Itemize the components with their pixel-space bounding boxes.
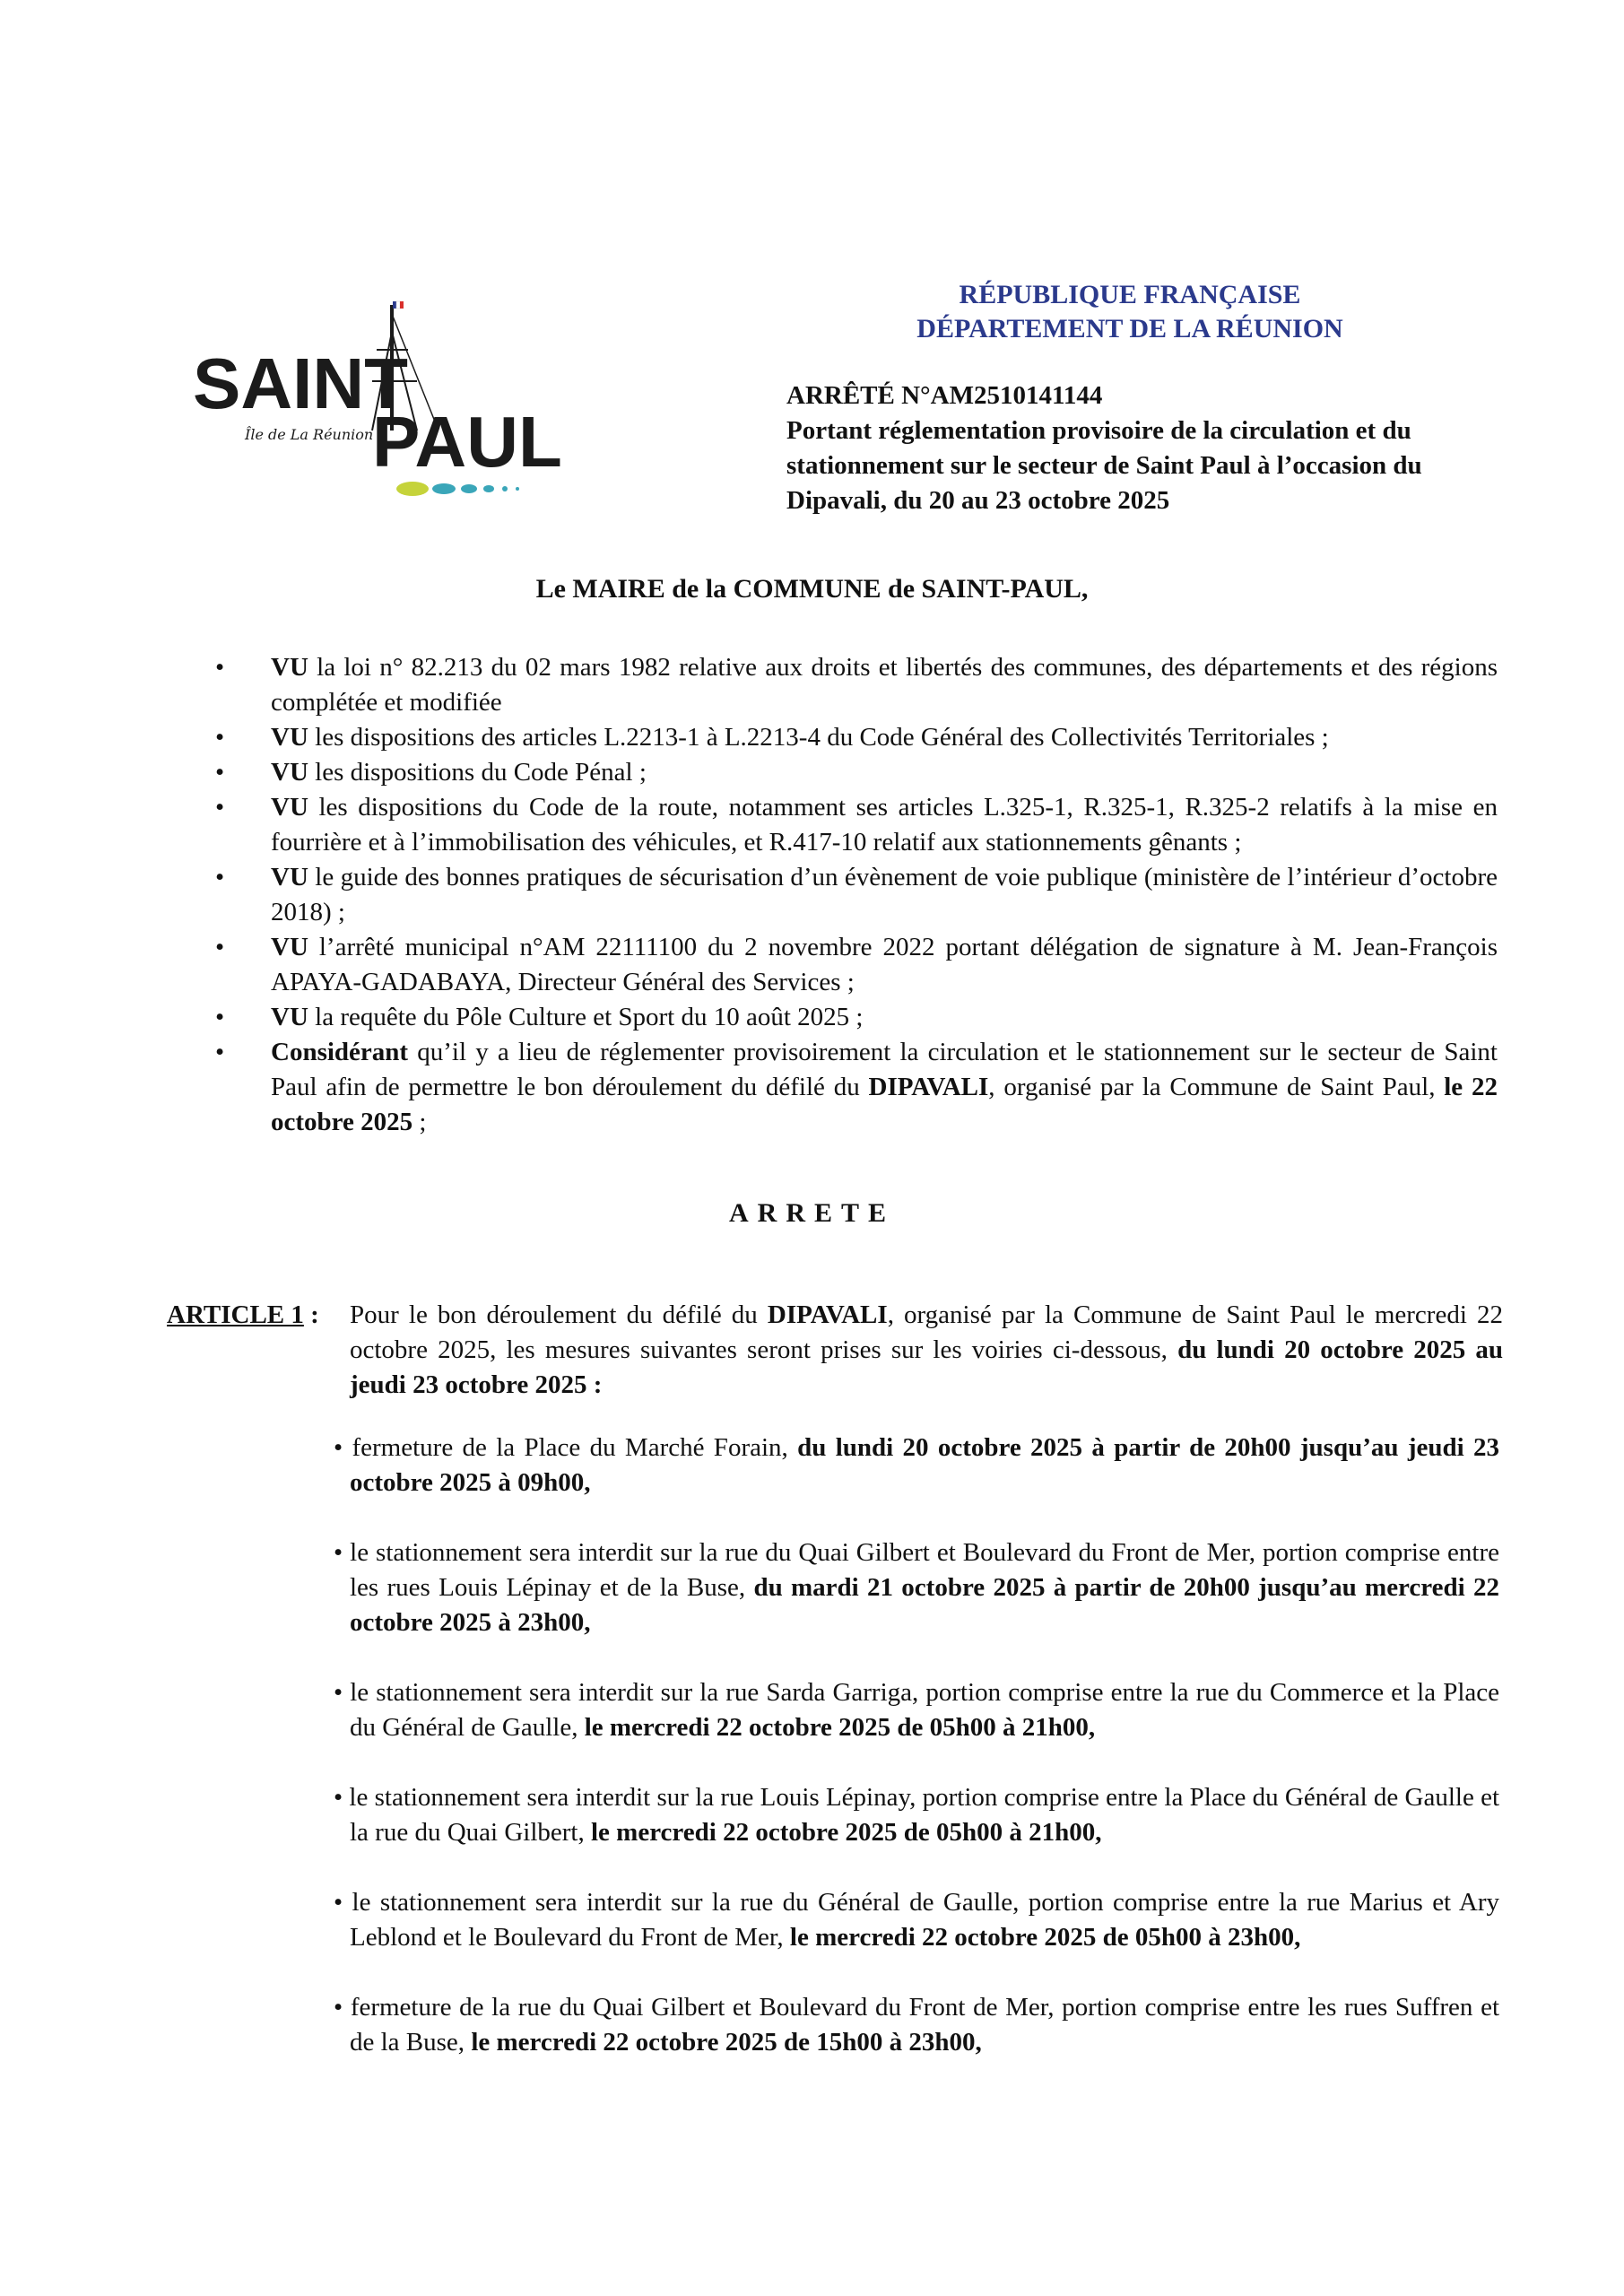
bullet: •: [215, 933, 225, 961]
bullet: •: [215, 723, 225, 752]
republique-francaise: RÉPUBLIQUE FRANÇAISE: [959, 280, 1301, 309]
header-authority: [861, 278, 1399, 346]
vu-item: • VU la requête du Pôle Culture et Sport du 10 août 2025 ;: [215, 1000, 1498, 1035]
vu-item: • VU les dispositions du Code Pénal ;: [215, 755, 1498, 790]
considerant-item: • Considérant qu’il y a lieu de réglementer provisoirement la circulation et le stationnement sur le secteur de Saint Paul afin de permettre le bon déroulement du défilé du DIPAVALI, organisé par la Commune de Saint Paul, le 22 octobre 2025 ;: [215, 1035, 1498, 1140]
bullet: •: [215, 758, 225, 787]
saint-paul-logo-graphic: [193, 296, 587, 511]
article-1: [167, 1298, 1503, 1403]
measure-item: • le stationnement sera interdit sur la rue du Général de Gaulle, portion comprise entre la rue Marius et Ary Leblond et le Boulevard du Front de Mer, le mercredi 22 octobre 2025 de 05h00 à 23h00,: [334, 1888, 1499, 1952]
vu-item: • VU le guide des bonnes pratiques de sécurisation d’un évènement de voie publique (ministère de l’intérieur d’octobre 2018) ;: [215, 860, 1498, 930]
article-1-text: Pour le bon déroulement du défilé du DIPAVALI, organisé par la Commune de Saint Paul le mercredi 22 octobre 2025, les mesures suivantes seront prises sur les voiries ci-dessous, du lundi 20 octobre 2025 au jeudi 23 octobre 2025 :: [350, 1300, 1504, 1399]
bullet: •: [215, 1003, 225, 1031]
vu-item: • VU les dispositions des articles L.2213-1 à L.2213-4 du Code Général des Collectivités Territoriales ;: [215, 720, 1498, 755]
article-1-label: ARTICLE 1 :: [167, 1300, 319, 1329]
vu-item: • VU l’arrêté municipal n°AM 22111100 du 2 novembre 2022 portant délégation de signature à M. Jean-François APAYA-GADABAYA, Directeur Général des Services ;: [215, 930, 1498, 1000]
vu-item: • VU la loi n° 82.213 du 02 mars 1982 relative aux droits et libertés des communes, des départements et des régions complétée et modifiée: [215, 650, 1498, 720]
arrete-subject: Portant réglementation provisoire de la circulation et du stationnement sur le secteur de Saint Paul à l’occasion du Dipavali, du 20 au 23 octobre 2025: [786, 416, 1422, 515]
measure-item: • fermeture de la Place du Marché Forain, du lundi 20 octobre 2025 à partir de 20h00 jusqu’au jeudi 23 octobre 2025 à 09h00,: [334, 1433, 1499, 1497]
arrete-number: ARRÊTÉ N°AM2510141144: [786, 381, 1103, 410]
bullet: •: [215, 1038, 225, 1066]
measures-list: [334, 1431, 1499, 2095]
bullet: •: [215, 863, 225, 891]
bullet: •: [215, 793, 225, 822]
bullet: •: [215, 653, 225, 682]
vu-list: [215, 650, 1498, 1140]
saint-paul-logo: [193, 296, 587, 511]
departement-reunion: DÉPARTEMENT DE LA RÉUNION: [916, 314, 1343, 344]
arrete-header: [786, 378, 1504, 518]
logo-tagline: Île de La Réunion: [245, 426, 374, 443]
logo-word-paul: PAUL: [372, 402, 562, 482]
logo-word-saint: SAINT: [193, 344, 408, 423]
measure-item: • fermeture de la rue du Quai Gilbert et Boulevard du Front de Mer, portion comprise entre les rues Suffren et de la Buse, le mercredi 22 octobre 2025 de 15h00 à 23h00,: [334, 1993, 1500, 2057]
maire-title: Le MAIRE de la COMMUNE de SAINT-PAUL,: [535, 574, 1089, 604]
measure-item: • le stationnement sera interdit sur la rue Louis Lépinay, portion comprise entre la Place du Général de Gaulle et la rue du Quai Gilbert, le mercredi 22 octobre 2025 de 05h00 à 21h00,: [334, 1783, 1500, 1847]
arrete-title: ARRETE: [728, 1198, 896, 1228]
measure-item: • le stationnement sera interdit sur la rue Sarda Garriga, portion comprise entre la rue du Commerce et la Place du Général de Gaulle, le mercredi 22 octobre 2025 de 05h00 à 21h00,: [334, 1678, 1500, 1742]
vu-item: • VU les dispositions du Code de la route, notamment ses articles L.325-1, R.325-1, R.325-2 relatifs à la mise en fourrière et à l’immobilisation des véhicules, et R.417-10 relatif aux stationnements gênants ;: [215, 790, 1498, 860]
measure-item: • le stationnement sera interdit sur la rue du Quai Gilbert et Boulevard du Front de Mer, portion comprise entre les rues Louis Lépinay et de la Buse, du mardi 21 octobre 2025 à partir de 20h00 jusqu’au mercredi 22 octobre 2025 à 23h00,: [334, 1538, 1500, 1637]
